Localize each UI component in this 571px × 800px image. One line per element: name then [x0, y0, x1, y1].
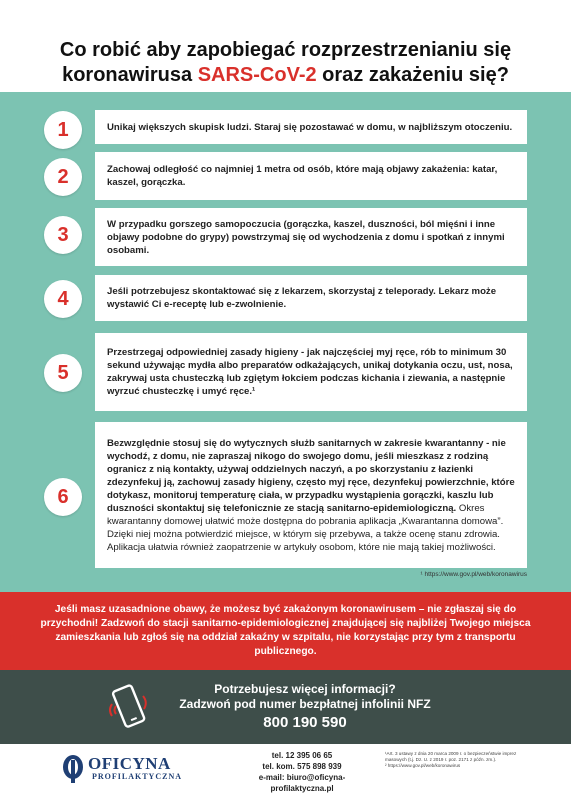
step-number-4: 4: [44, 280, 82, 318]
title-line-2-end: oraz zakażeniu się?: [316, 64, 509, 86]
step-card-1: [95, 110, 527, 144]
warning-banner: [0, 592, 571, 670]
step-text-4: Jeśli potrzebujesz skontaktować się z lekarzem, skorzystaj z teleporady. Lekarz może wystawić Ci e-receptę lub e-zwolnienie.: [107, 286, 497, 310]
footnotes: [385, 751, 535, 770]
title-line-1: Co robić aby zapobiegać rozprzestrzenianiu się: [59, 39, 512, 61]
step-text-3: W przypadku gorszego samopoczucia (gorączka, kaszel, duszności, ból mięśni i inne objawy podobne do grypy) powstrzymaj się od wychodzenia z domu i spotkań z innymi osobami.: [107, 218, 505, 256]
step-text-2: Zachowaj odległość co najmniej 1 metra od osób, które mają objawy zakażenia: katar, kaszel, gorączka.: [107, 164, 498, 188]
step-card-3: [95, 208, 527, 266]
footer: [0, 744, 571, 800]
warning-text: Jeśli masz uzasadnione obawy, że możesz być zakażonym koronawirusem – nie zgłaszaj się do przychodni! Zadzwoń do stacji sanitarno-epidemiologicznej znajdującej się najbliżej Twojego miejsca zamieszkania lub zgłoś się na oddział zakaźny w szpitalu, nie korzystając przy tym z transportu publicznego.: [40, 604, 531, 657]
hotline-number[interactable]: 800 190 590: [263, 714, 347, 731]
step-number-1: 1: [44, 111, 82, 149]
step-number-3: 3: [44, 216, 82, 254]
contact-info: [232, 750, 372, 794]
step-card-2: [95, 152, 527, 200]
step-card-6: [95, 422, 527, 568]
logo-name: OFICYNA: [88, 754, 171, 773]
step-number-2: 2: [44, 158, 82, 196]
contact-email[interactable]: e-mail: biuro@oficyna-profilaktyczna.pl: [258, 773, 346, 793]
title-line-2-start: koronawirusa: [62, 64, 198, 86]
step-number-5: 5: [44, 354, 82, 392]
hotline-band: [0, 670, 571, 744]
footnote-2: ² https://www.gov.pl/web/koronawirus: [385, 763, 461, 769]
step-text-1: Unikaj większych skupisk ludzi. Staraj się pozostawać w domu, w najbliższym otoczeniu.: [107, 121, 513, 133]
hotline-question: Potrzebujesz więcej informacji?: [214, 682, 396, 696]
title-accent: SARS-CoV-2: [197, 64, 317, 86]
hotline-info: [140, 682, 470, 734]
step-number-6: 6: [44, 478, 82, 516]
footnote-1: ¹Art. 3 ustawy z dnia 20 marca 2009 r. o bezpieczeństwie imprez masowych (t.j. Dz. U. z 2019 r. poz. 2171 z późn. zm.).: [385, 751, 517, 763]
logo-subtitle: PROFILAKTYCZNA: [92, 772, 183, 781]
contact-phone[interactable]: tel. 12 395 06 65: [271, 751, 333, 760]
source-note: ¹ https://www.gov.pl/web/koronawirus: [420, 571, 527, 578]
step-text-6-extra: Okres kwarantanny domowej ułatwić może dostępna do pobrania aplikacja „Kwarantanna domowa”. Dzięki niej można potwierdzić miejsce, w którym się przebywa, a także ocenę stanu zdrowia. Aplikacja ułatwia również zaopatrzenie w artykuły osobom, które nie mają takiej możliwości.: [107, 502, 504, 553]
title-line-2: [0, 63, 571, 88]
hotline-call: Zadzwoń pod numer bezpłatnej infolinii NFZ: [179, 697, 431, 711]
step-text-6: Bezwzględnie stosuj się do wytycznych służb sanitarnych w zakresie kwarantanny - nie wychodź, z domu, nie zapraszaj nikogo do swojego domu, jeśli mieszkasz z rodziną ogranicz z nią kontakty, używaj oddzielnych naczyń, a po skorzystaniu z łazienki zdezynfekuj ją, zachowuj zasady higieny, często myj ręce, dezynfekuj powierzchnie, które dotykasz, monitoruj temperaturę ciała, w przypadku wystąpienia gorączki, kaszlu lub duszności skontaktuj się telefonicznie ze stacją sanitarno-epidemiologiczną.: [107, 437, 515, 514]
page-title: [0, 38, 571, 88]
step-text-5: Przestrzegaj odpowiedniej zasady higieny - jak najczęściej myj ręce, rób to minimum 30 sekund używając mydła albo preparatów odkażających, unikaj dotykania oczu, ust, nosa, zakrywaj usta chusteczką lub zgiętym łokciem podczas kichania i ziewania, a następnie wyrzuć chusteczkę i umyć ręce.¹: [107, 347, 513, 397]
step-card-5: [95, 333, 527, 411]
contact-mobile[interactable]: tel. kom. 575 898 939: [262, 762, 342, 771]
logo-mark-icon: [62, 754, 84, 784]
step-card-4: [95, 275, 527, 321]
